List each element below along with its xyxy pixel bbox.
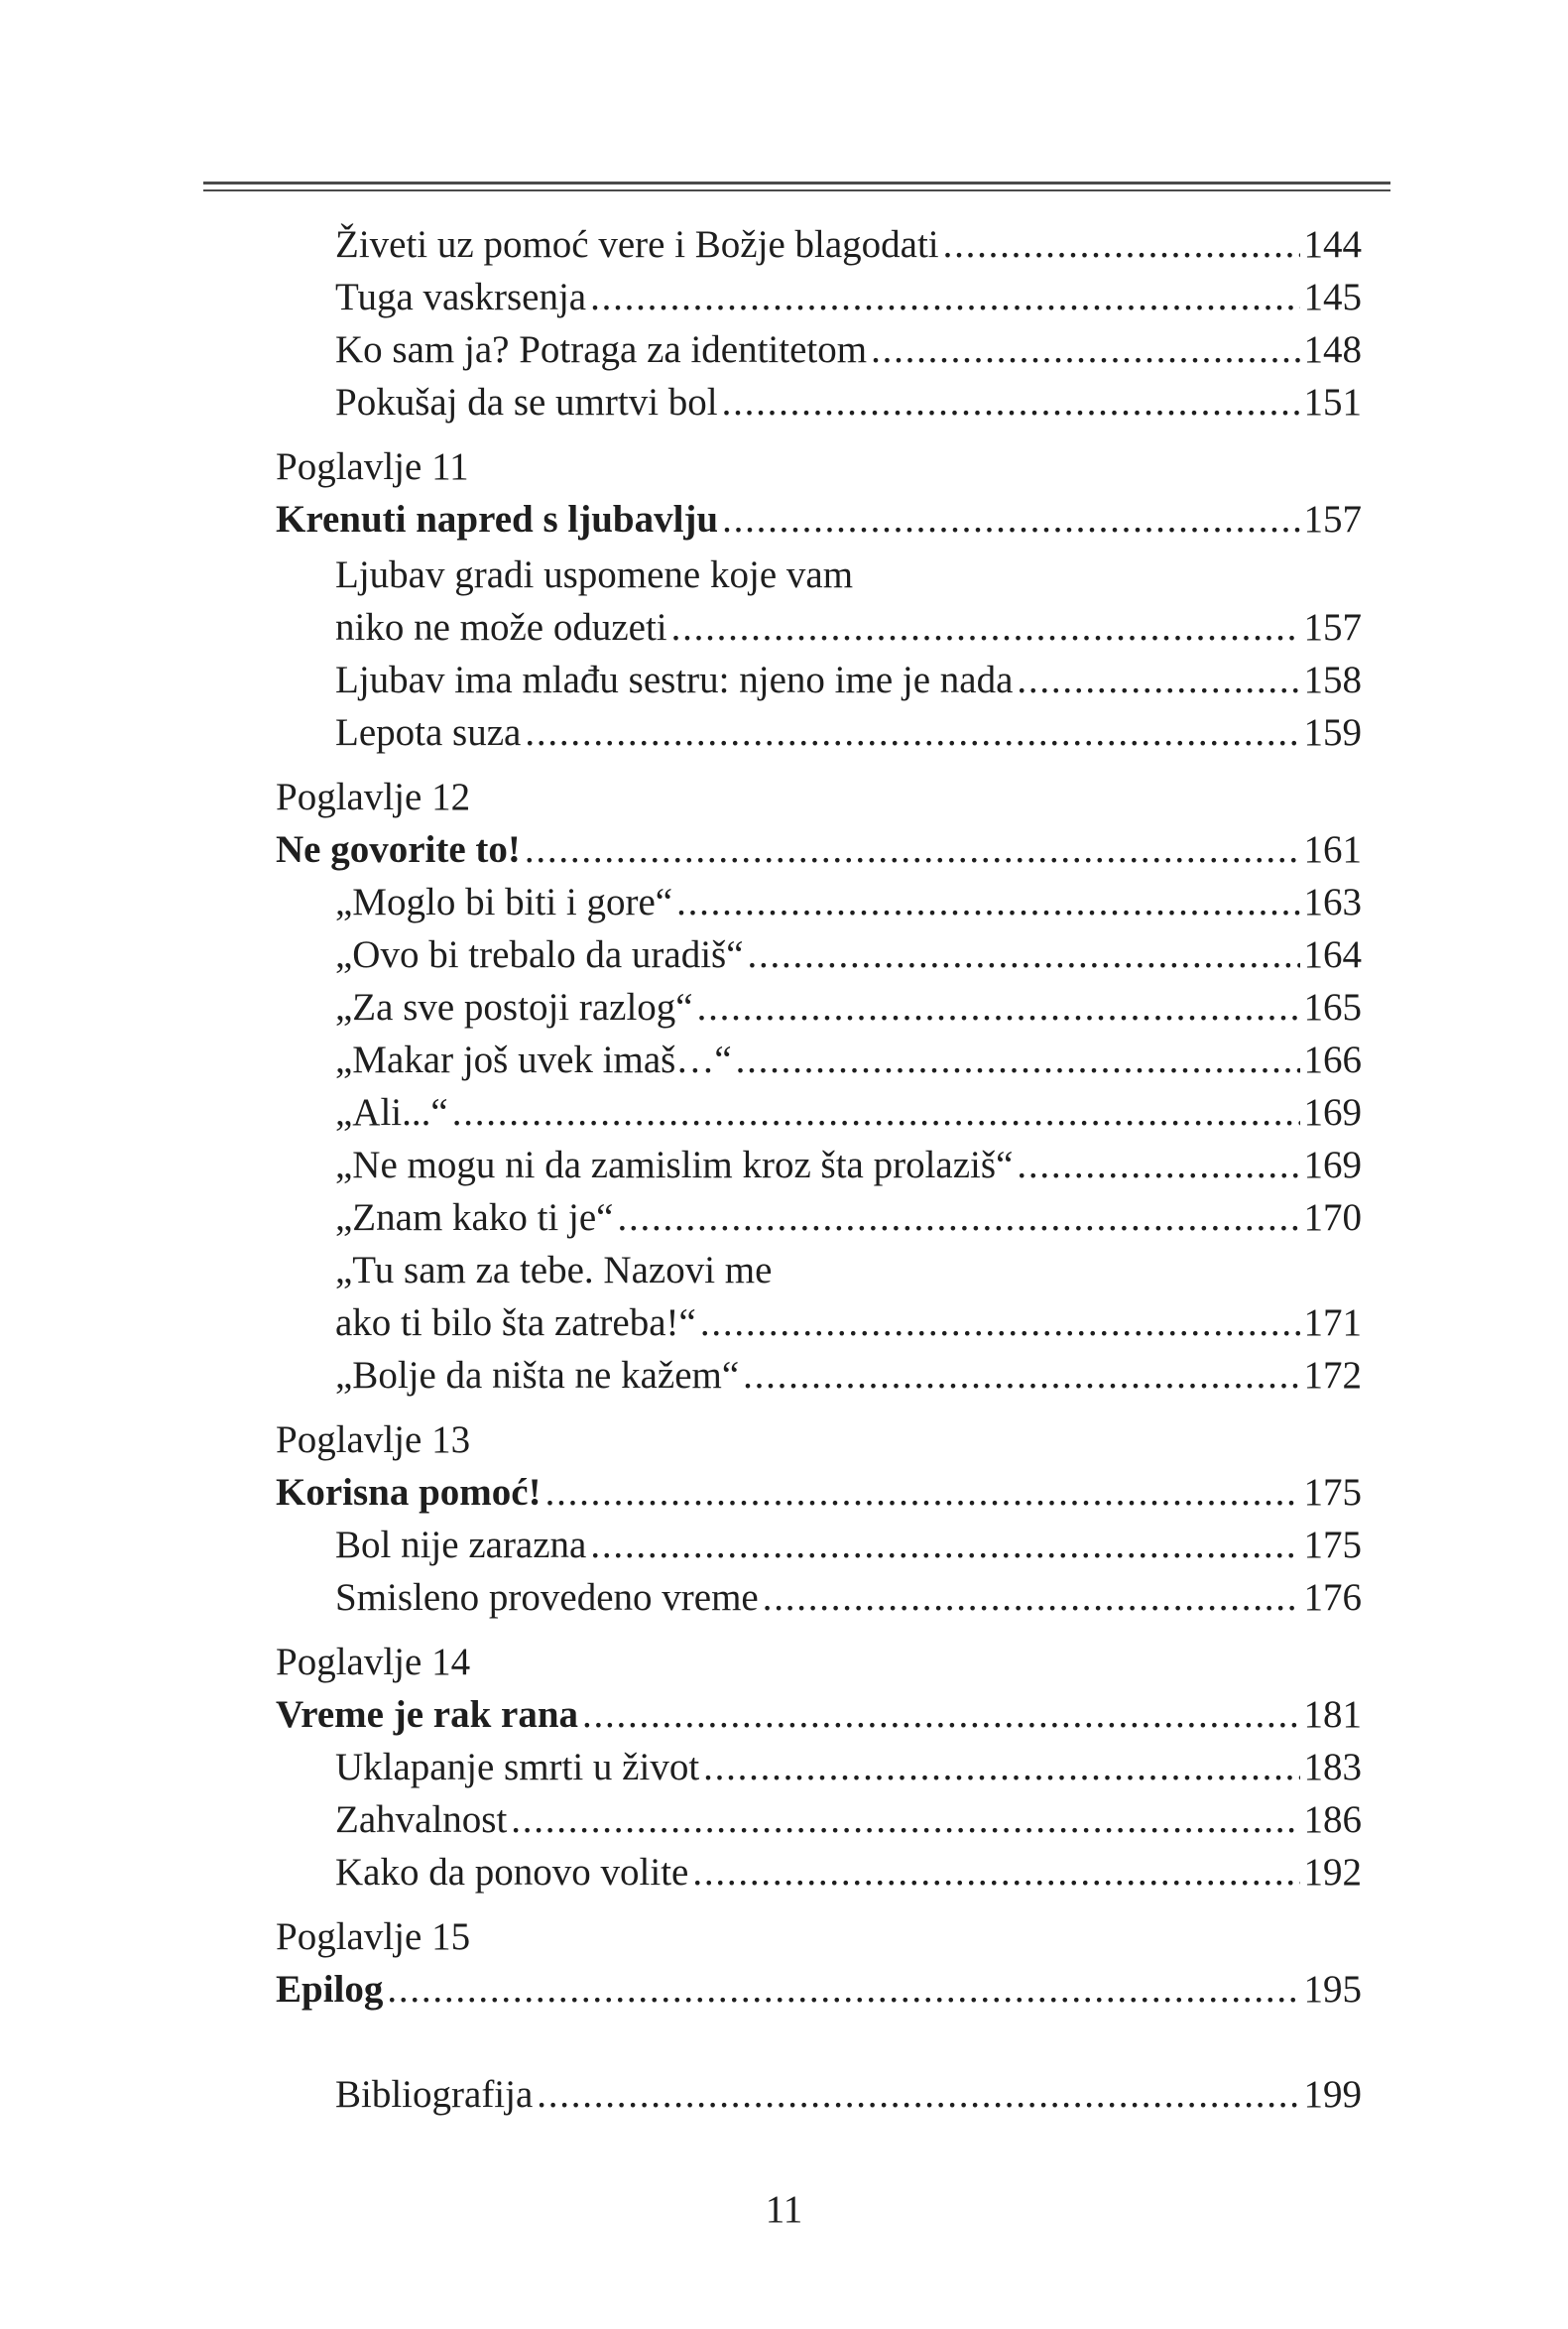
toc-entry-title: Bol nije zarazna bbox=[335, 1524, 587, 1566]
toc-entry-title: Smisleno provedeno vreme bbox=[335, 1576, 759, 1619]
toc-entry bbox=[335, 1139, 1362, 1192]
toc-entry-title: Zahvalnost bbox=[335, 1798, 508, 1841]
toc-page-number: 175 bbox=[1303, 1524, 1362, 1566]
toc-page-number: 144 bbox=[1303, 223, 1362, 266]
toc-page-number: 186 bbox=[1303, 1798, 1362, 1841]
toc-entry bbox=[335, 1191, 1362, 1245]
dot-leader bbox=[511, 1793, 1299, 1847]
dot-leader bbox=[590, 1519, 1299, 1572]
dot-leader bbox=[871, 323, 1299, 377]
toc-entry bbox=[335, 601, 1362, 655]
toc-entry-title: „Ovo bi trebalo da uradiš“ bbox=[335, 933, 744, 976]
dot-leader bbox=[545, 1466, 1300, 1520]
toc-entry-title: „Moglo bi biti i gore“ bbox=[335, 881, 673, 923]
chapter-label-text: Poglavlje 15 bbox=[276, 1915, 471, 1958]
dot-leader bbox=[743, 1349, 1299, 1403]
chapter-label bbox=[276, 440, 1362, 494]
toc-entry bbox=[335, 1349, 1362, 1403]
chapter-title-entry bbox=[276, 823, 1362, 877]
toc-entry bbox=[335, 1846, 1362, 1900]
chapter-label bbox=[276, 771, 1362, 824]
toc-entry-title: Uklapanje smrti u život bbox=[335, 1746, 700, 1788]
toc-page-number: 181 bbox=[1303, 1693, 1362, 1736]
dot-leader bbox=[1017, 654, 1299, 707]
chapter-label-text: Poglavlje 13 bbox=[276, 1418, 471, 1461]
toc-entry-title: Pokušaj da se umrtvi bol bbox=[335, 381, 718, 424]
toc-page-number: 169 bbox=[1303, 1091, 1362, 1134]
dot-leader bbox=[703, 1741, 1299, 1794]
chapter-title-entry bbox=[276, 1688, 1362, 1742]
dot-leader bbox=[452, 1086, 1300, 1140]
dot-leader bbox=[692, 1846, 1299, 1900]
toc-entry bbox=[335, 271, 1362, 324]
toc-page-number: 192 bbox=[1303, 1851, 1362, 1894]
toc-entry-title: Bibliografija bbox=[335, 2073, 534, 2116]
toc-entry bbox=[335, 2068, 1362, 2122]
toc-entry-title: Korisna pomoć! bbox=[276, 1471, 542, 1514]
toc-entry bbox=[335, 928, 1362, 982]
dot-leader bbox=[671, 601, 1300, 655]
toc-entry bbox=[335, 323, 1362, 377]
toc-page-number: 183 bbox=[1303, 1746, 1362, 1788]
toc-entry bbox=[335, 1296, 1362, 1350]
toc-page-number: 151 bbox=[1303, 381, 1362, 424]
chapter-title-entry bbox=[276, 1963, 1362, 2017]
dot-leader bbox=[748, 928, 1300, 982]
toc-entry-title: Lepota suza bbox=[335, 711, 522, 754]
toc-page-number: 157 bbox=[1303, 606, 1362, 649]
dot-leader bbox=[722, 493, 1299, 547]
toc-entry bbox=[335, 654, 1362, 707]
toc-entry-title: „Za sve postoji razlog“ bbox=[335, 986, 693, 1029]
toc-entry-title: Vreme je rak rana bbox=[276, 1693, 579, 1736]
toc-entry bbox=[335, 1571, 1362, 1625]
toc-entry-title: „Znam kako ti je“ bbox=[335, 1196, 614, 1239]
toc-page-number: 164 bbox=[1303, 933, 1362, 976]
chapter-label bbox=[276, 1413, 1362, 1467]
toc-entry-title: „Ne mogu ni da zamislim kroz šta prolaziš“ bbox=[335, 1144, 1014, 1186]
toc-entry bbox=[335, 1244, 1362, 1297]
dot-leader bbox=[700, 1296, 1300, 1350]
dot-leader bbox=[525, 823, 1300, 877]
toc-page-number: 158 bbox=[1303, 659, 1362, 701]
toc-entry-title: Epilog bbox=[276, 1968, 384, 2011]
toc-page-number: 170 bbox=[1303, 1196, 1362, 1239]
toc-entry-title: Živeti uz pomoć vere i Božje blagodati bbox=[335, 223, 939, 266]
dot-leader bbox=[590, 271, 1299, 324]
dot-leader bbox=[537, 2068, 1299, 2122]
toc-entry-title: ako ti bilo šta zatreba!“ bbox=[335, 1301, 696, 1344]
toc-entry bbox=[335, 1034, 1362, 1087]
dot-leader bbox=[676, 876, 1299, 929]
toc-page-number: 165 bbox=[1303, 986, 1362, 1029]
toc-entry-title: Ne govorite to! bbox=[276, 828, 521, 871]
chapter-label-text: Poglavlje 11 bbox=[276, 445, 469, 488]
dot-leader bbox=[943, 218, 1300, 272]
toc-entry-title: „Ali...“ bbox=[335, 1091, 448, 1134]
dot-leader bbox=[617, 1191, 1299, 1245]
toc-entry-title: „Bolje da ništa ne kažem“ bbox=[335, 1354, 740, 1397]
toc-entry bbox=[335, 706, 1362, 760]
toc-page-number: 145 bbox=[1303, 276, 1362, 318]
toc-page-number: 199 bbox=[1303, 2073, 1362, 2116]
dot-leader bbox=[763, 1571, 1300, 1625]
toc-page-number: 163 bbox=[1303, 881, 1362, 923]
toc-page-number: 157 bbox=[1303, 498, 1362, 541]
toc-entry-title: Tuga vaskrsenja bbox=[335, 276, 587, 318]
dot-leader bbox=[736, 1034, 1300, 1087]
toc-page-number: 175 bbox=[1303, 1471, 1362, 1514]
chapter-title-entry bbox=[276, 493, 1362, 547]
toc-entry bbox=[335, 1741, 1362, 1794]
toc-entry bbox=[335, 376, 1362, 429]
toc-page-number: 169 bbox=[1303, 1144, 1362, 1186]
chapter-label-text: Poglavlje 12 bbox=[276, 776, 471, 818]
toc-entry bbox=[335, 1793, 1362, 1847]
toc-page-number: 166 bbox=[1303, 1039, 1362, 1081]
dot-leader bbox=[582, 1688, 1299, 1742]
toc-entry-title: niko ne može oduzeti bbox=[335, 606, 667, 649]
toc-entry bbox=[335, 876, 1362, 929]
toc-entry-title: „Makar još uvek imaš…“ bbox=[335, 1039, 732, 1081]
toc-entry-title: Ko sam ja? Potraga za identitetom bbox=[335, 328, 868, 371]
dot-leader bbox=[387, 1963, 1299, 2017]
toc-entry-title: Ljubav gradi uspomene koje vam bbox=[335, 553, 854, 596]
toc-page-number: 159 bbox=[1303, 711, 1362, 754]
toc-entry bbox=[335, 1519, 1362, 1572]
table-of-contents bbox=[276, 0, 1362, 2329]
dot-leader bbox=[697, 981, 1300, 1035]
toc-entry-title: Ljubav ima mlađu sestru: njeno ime je nada bbox=[335, 659, 1014, 701]
chapter-title-entry bbox=[276, 1466, 1362, 1520]
toc-page-number: 161 bbox=[1303, 828, 1362, 871]
toc-entry-title: Kako da ponovo volite bbox=[335, 1851, 689, 1894]
toc-entry-title: „Tu sam za tebe. Nazovi me bbox=[335, 1249, 773, 1291]
page-number: 11 bbox=[765, 2188, 803, 2231]
dot-leader bbox=[722, 376, 1300, 429]
toc-page-number: 176 bbox=[1303, 1576, 1362, 1619]
chapter-label bbox=[276, 1636, 1362, 1689]
toc-entry bbox=[335, 1086, 1362, 1140]
dot-leader bbox=[1017, 1139, 1299, 1192]
toc-page-number: 148 bbox=[1303, 328, 1362, 371]
toc-page-number: 195 bbox=[1303, 1968, 1362, 2011]
toc-page-number: 171 bbox=[1303, 1301, 1362, 1344]
toc-entry-title: Krenuti napred s ljubavlju bbox=[276, 498, 719, 541]
dot-leader bbox=[525, 706, 1299, 760]
chapter-label bbox=[276, 1910, 1362, 1964]
toc-page-number: 172 bbox=[1303, 1354, 1362, 1397]
chapter-label-text: Poglavlje 14 bbox=[276, 1641, 471, 1683]
toc-entry bbox=[335, 218, 1362, 272]
toc-entry bbox=[335, 981, 1362, 1035]
toc-entry bbox=[335, 549, 1362, 602]
